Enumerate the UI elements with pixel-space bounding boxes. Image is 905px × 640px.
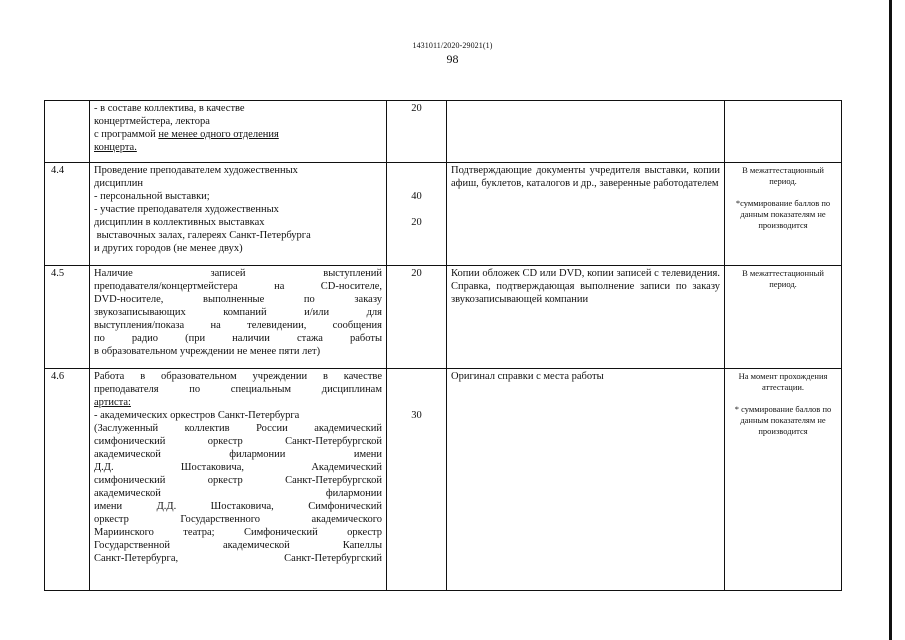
description-line: выставочных залах, галереях Санкт-Петербурга <box>94 230 311 241</box>
description-line: академической филармонии имени <box>94 449 382 460</box>
table-row <box>45 266 842 369</box>
description-line: Наличие записей выступлений <box>94 268 382 279</box>
page-number: 98 <box>446 52 459 66</box>
description-line: в образовательном учреждении не менее пяти лет) <box>94 346 321 357</box>
note-text: На момент прохождения аттестации. <box>738 371 828 392</box>
points-value: 20 <box>411 103 422 114</box>
criterion-description <box>90 163 387 266</box>
description-line: оркестр Государственного академического <box>94 514 382 525</box>
description-line: DVD-носителе, выполненные по заказу <box>94 294 382 305</box>
row-number: 4.6 <box>45 369 90 591</box>
description-line: звукозаписывающих компаний и/или для <box>94 307 382 318</box>
table-row <box>45 163 842 266</box>
description-line: и других городов (не менее двух) <box>94 243 243 254</box>
description-line: - в составе коллектива, в качестве <box>94 103 245 114</box>
description-line: симфонический оркестр Санкт-Петербургской <box>94 436 382 447</box>
note-cell <box>725 369 842 591</box>
underlined-text: не менее одного отделения <box>158 129 279 140</box>
description-line: концертмейстера, лектора <box>94 116 210 127</box>
description-line: симфонический оркестр Санкт-Петербургской <box>94 475 382 486</box>
points-cell <box>387 266 447 369</box>
description-line: - академических оркестров Санкт-Петербурга <box>94 410 300 421</box>
note-text: *суммирование баллов по данным показателям не производится <box>735 198 831 230</box>
description-line: преподавателя/концертмейстера на CD-носителе, <box>94 281 382 292</box>
description-line: концерта. <box>94 142 137 153</box>
criterion-description <box>90 266 387 369</box>
documents-cell: Подтверждающие документы учредителя выставки, копии афиш, буклетов, каталогов и др., заверенные работодателем <box>447 163 725 266</box>
points-cell <box>387 101 447 163</box>
description-line: Работа в образовательном учреждении в качестве <box>94 371 382 382</box>
description-line: имени Д.Д. Шостаковича, Симфонический <box>94 501 382 512</box>
description-line: - участие преподавателя художественных <box>94 204 279 215</box>
scan-edge-bar <box>889 0 892 640</box>
description-line: (Заслуженный коллектив России академический <box>94 423 382 434</box>
row-number: 4.5 <box>45 266 90 369</box>
points-value: 30 <box>411 410 422 421</box>
criteria-table <box>44 100 842 591</box>
description-line: Мариинского театра; Симфонический оркестр <box>94 527 382 538</box>
row-number <box>45 101 90 163</box>
description-line: Государственной академической Капеллы <box>94 540 382 551</box>
note-text: * суммирование баллов по данным показателям не производится <box>734 404 832 436</box>
description-line: дисциплин <box>94 178 143 189</box>
points-cell <box>387 163 447 266</box>
criterion-description <box>90 369 387 591</box>
description-line: академической филармонии <box>94 488 382 499</box>
description-line: Д.Д. Шостаковича, Академический <box>94 462 382 473</box>
documents-cell: Оригинал справки с места работы <box>447 369 725 591</box>
document-id: 1431011/2020-29021(1) <box>412 41 493 50</box>
note-text: В межаттестационный период. <box>742 268 824 289</box>
criterion-description <box>90 101 387 163</box>
note-cell <box>725 163 842 266</box>
table-row <box>45 369 842 591</box>
description-line: дисциплин в коллективных выставках <box>94 217 265 228</box>
documents-cell: Копии обложек CD или DVD, копии записей с телевидения. Справка, подтверждающая выполнение записи по заказу звукозаписывающей компании <box>447 266 725 369</box>
table-row <box>45 101 842 163</box>
description-line: выступления/показа на телевидении, сообщения <box>94 320 382 331</box>
points-cell <box>387 369 447 591</box>
note-cell <box>725 101 842 163</box>
points-value: 20 <box>411 268 422 279</box>
description-line: с программой не менее одного отделения <box>94 129 279 140</box>
description-line: по радио (при наличии стажа работы <box>94 333 382 344</box>
description-line: Санкт-Петербурга, Санкт-Петербургский <box>94 553 382 564</box>
row-number: 4.4 <box>45 163 90 266</box>
description-line: - персональной выставки; <box>94 191 210 202</box>
description-line: Проведение преподавателем художественных <box>94 165 298 176</box>
description-line: преподавателя по специальным дисциплинам <box>94 384 382 395</box>
points-value: 20 <box>411 217 422 228</box>
description-line: артиста: <box>94 397 131 408</box>
note-text: В межаттестационный период. <box>742 165 824 186</box>
note-cell <box>725 266 842 369</box>
documents-cell <box>447 101 725 163</box>
points-value: 40 <box>411 191 422 202</box>
